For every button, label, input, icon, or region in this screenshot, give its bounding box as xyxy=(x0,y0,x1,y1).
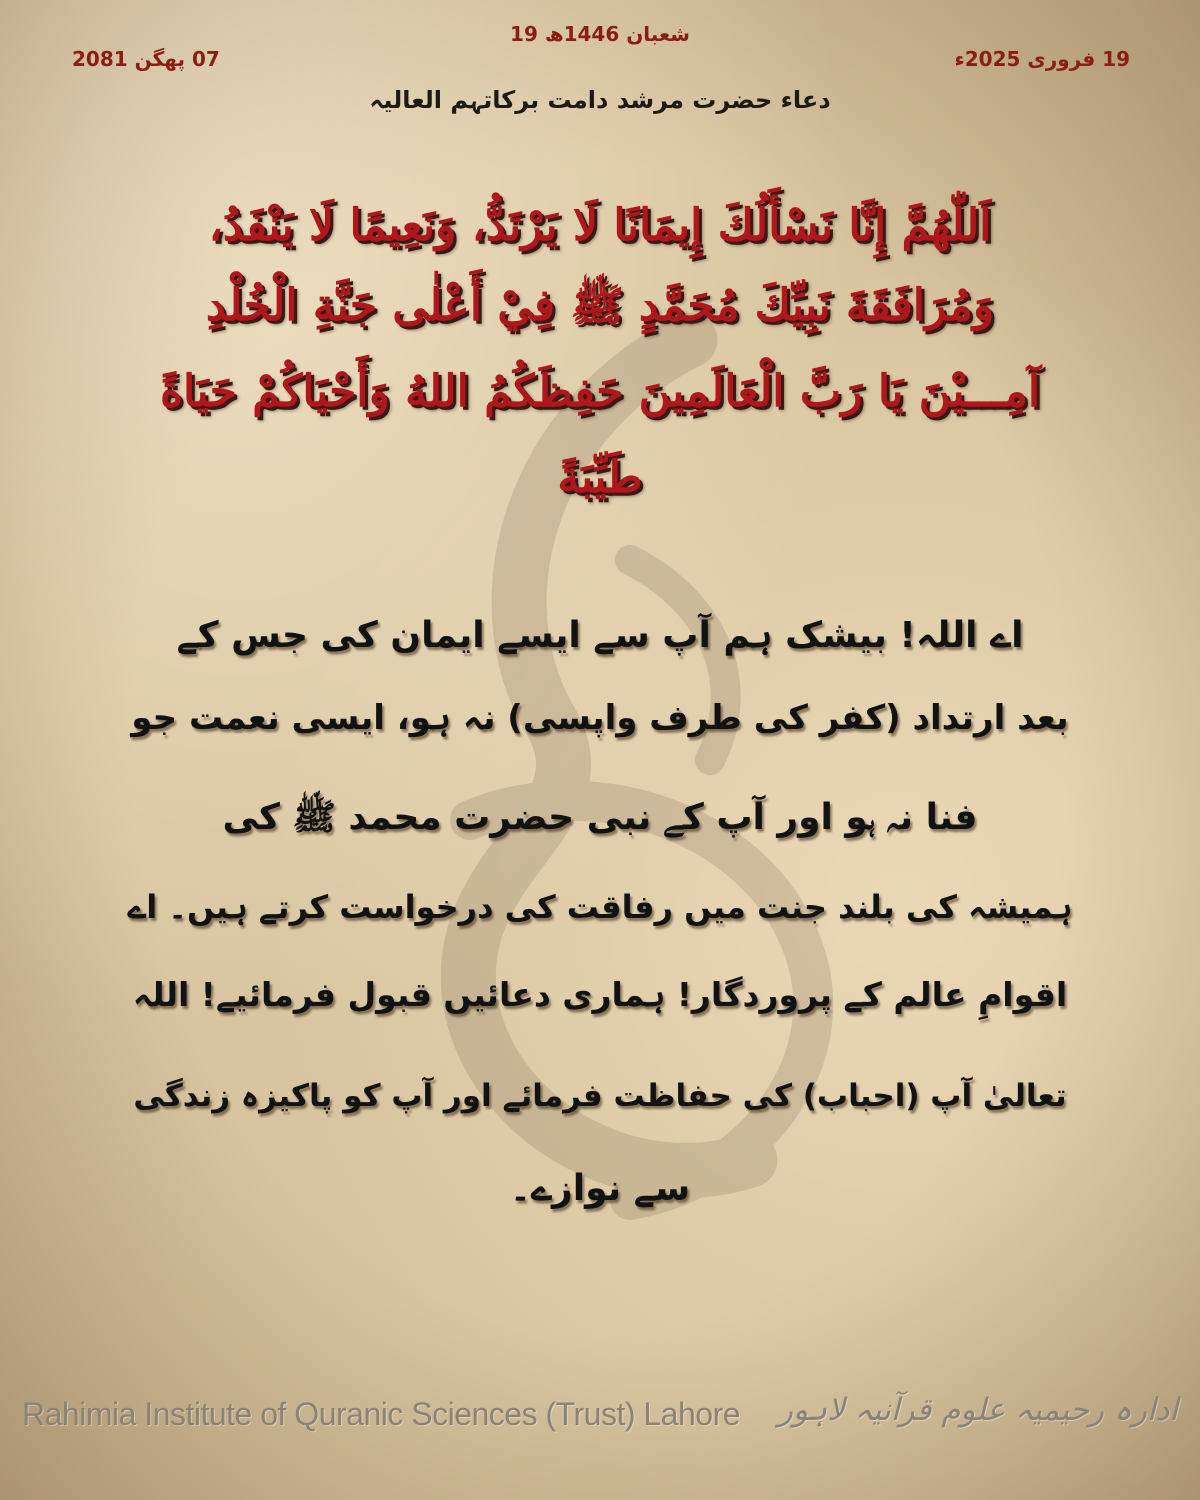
urdu-translation-line: فنا نہ ہو اور آپ کے نبی حضرت محمد ﷺ کی xyxy=(222,797,978,838)
calligraphy-watermark xyxy=(330,300,890,1260)
urdu-translation-line: تعالیٰ آپ (احباب) کی حفاظت فرمائے اور آپ کو پاکیزہ زندگی xyxy=(133,1078,1067,1114)
arabic-dua-line: وَمُرَافَقَةَ نَبِيِّكَ مُحَمَّدٍ ﷺ فِيْ أَعْلٰى جَنَّةِ الْخُلْدِ xyxy=(205,280,995,331)
hijri-date: 19 شعبان 1446ھ xyxy=(510,22,690,46)
institute-name-english: Rahimia Institute of Quranic Sciences (Trust) Lahore xyxy=(22,1396,741,1432)
urdu-translation-line: اے اللہ! بیشک ہم آپ سے ایسے ایمان کی جس کے xyxy=(176,615,1024,656)
institute-logo-urdu: ادارہ رحیمیہ علوم قرآنیہ لاہور xyxy=(778,1392,1178,1428)
arabic-dua-line: طَيِّبَةً xyxy=(557,452,643,503)
urdu-translation-line: بعد ارتداد (کفر کی طرف واپسی) نہ ہو، ایسی نعمت جو xyxy=(131,698,1069,738)
urdu-translation-line: ہمیشہ کی بلند جنت میں رفاقت کی درخواست کرتے ہیں۔ اے xyxy=(127,888,1073,926)
arabic-dua-line: اَللّٰهُمَّ إِنَّا نَسْأَلُكَ إِيمَانًا لَا يَرْتَدُّ، وَنَعِيمًا لَا يَنْفَدُ، xyxy=(208,200,992,251)
bikrami-date: 07 پھگن 2081 xyxy=(72,47,220,71)
gregorian-date: 19 فروری 2025ء xyxy=(954,47,1130,71)
dua-title: دعاء حضرت مرشد دامت برکاتہم العالیہ xyxy=(369,86,831,114)
arabic-dua-line: آمِـــيْنَ يَا رَبَّ الْعَالَمِينَ حَفِظَكُمُ اللهُ وَأَحْيَاكُمْ حَيَاةً xyxy=(159,366,1041,417)
urdu-translation-line: سے نوازے۔ xyxy=(509,1168,691,1209)
urdu-translation-line: اقوامِ عالم کے پروردگار! ہماری دعائیں قبول فرمائیے! اللہ xyxy=(132,975,1068,1014)
